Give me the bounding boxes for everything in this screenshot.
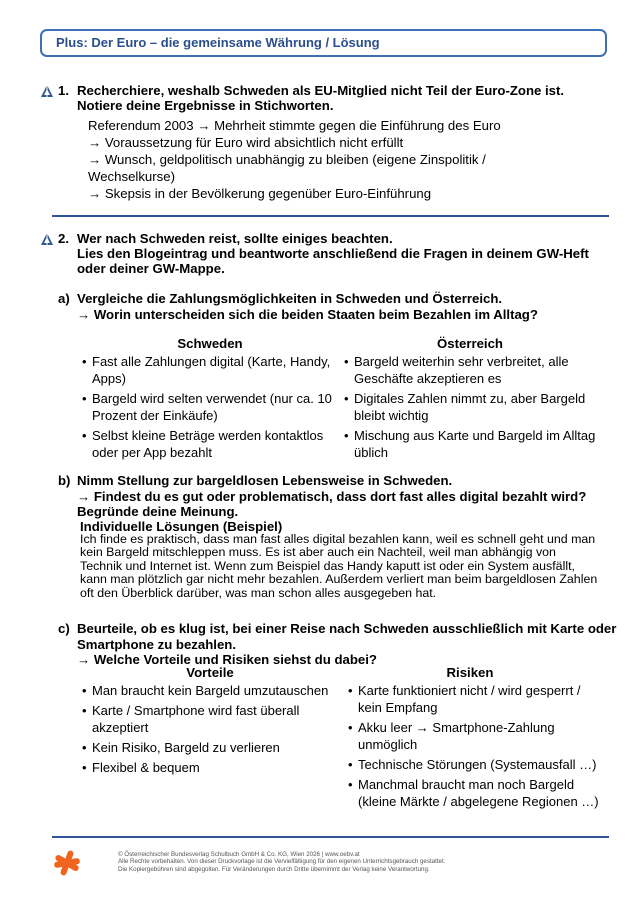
list-item: • Karte funktioniert nicht / wird gesperrt / kein Empfang bbox=[348, 682, 606, 716]
oebv-logo bbox=[52, 848, 82, 878]
column-heading-risiken: Risiken bbox=[446, 665, 494, 680]
list-oesterreich bbox=[344, 353, 606, 464]
list-risiken bbox=[348, 682, 606, 813]
level-triangle-icon bbox=[40, 84, 54, 98]
list-item: • Akku leer → Smartphone-Zahlung unmöglich bbox=[348, 719, 606, 753]
column-heading-vorteile: Vorteile bbox=[186, 665, 234, 680]
task-1-prompt: Recherchiere, weshalb Schweden als EU-Mitglied nicht Teil der Euro-Zone ist. Notiere deine Ergebnisse in Stichworten. bbox=[77, 83, 565, 113]
subtask-a-prompt: Vergleiche die Zahlungsmöglichkeiten in Schweden und Österreich. → Worin unterscheiden sich die beiden Staaten beim Bezahlen im Alltag? bbox=[77, 291, 538, 322]
level-triangle-icon bbox=[40, 232, 54, 246]
subtask-a-label: a) bbox=[58, 291, 70, 306]
subtask-b-label: b) bbox=[58, 473, 71, 488]
answer-paragraph: Ich finde es praktisch, dass man fast alles digital bezahlen kann, weil es schnell geht und man kein Bargeld mitschleppen muss. Es ist aber auch ein Nachteil, weil man abhängig von Technik und Internet ist. Wenn zum Beispiel das Handy kaputt ist oder ein System ausfällt, kann man plötzlich gar nicht mehr bezahlen. Außerdem verliert man beim bargeldlosen Zahlen oft den Überblick darüber, was man schon alles ausgegeben hat. bbox=[80, 532, 598, 600]
list-item: • Kein Risiko, Bargeld zu verlieren bbox=[82, 739, 337, 756]
subtask-c-prompt: Beurteile, ob es klug ist, bei einer Reise nach Schweden ausschließlich mit Karte oder Smartphone zu bezahlen. → Welche Vorteile und Risiken siehst du dabei? bbox=[77, 621, 617, 667]
worksheet-title: Plus: Der Euro – die gemeinsame Währung / Lösung bbox=[40, 29, 607, 57]
list-item: • Manchmal braucht man noch Bargeld (kleine Märkte / abgelegene Regionen …) bbox=[348, 776, 606, 810]
subtask-b-prompt: Nimm Stellung zur bargeldlosen Lebensweise in Schweden. → Findest du es gut oder problematisch, dass dort fast alles digital bezahlt wird? Begründe deine Meinung. bbox=[77, 473, 587, 519]
task-2-number: 2. bbox=[58, 231, 69, 246]
list-item: • Bargeld weiterhin sehr verbreitet, alle Geschäfte akzeptieren es bbox=[344, 353, 606, 387]
column-heading-oesterreich: Österreich bbox=[437, 336, 503, 351]
list-item: • Bargeld wird selten verwendet (nur ca. 10 Prozent der Einkäufe) bbox=[82, 390, 342, 424]
copyright-notice: © Österreichischer Bundesverlag Schulbuch GmbH & Co. KG, Wien 2026 | www.oebv.at Alle Rechte vorbehalten. Von dieser Druckvorlage ist die Vervielfältigung für den eigenen Unterrichtsgebrauch gestattet. Die Kopiergebühren sind abgegolten. Für Veränderungen durch Dritte übernimmt der Verlag keine Verantwortung. bbox=[118, 851, 446, 873]
subtask-c-label: c) bbox=[58, 621, 70, 636]
list-item: • Selbst kleine Beträge werden kontaktlos oder per App bezahlt bbox=[82, 427, 342, 461]
list-item: • Fast alle Zahlungen digital (Karte, Handy, Apps) bbox=[82, 353, 342, 387]
task-1-number: 1. bbox=[58, 83, 69, 98]
list-item: • Digitales Zahlen nimmt zu, aber Bargeld bleibt wichtig bbox=[344, 390, 606, 424]
list-item: • Technische Störungen (Systemausfall …) bbox=[348, 756, 606, 773]
section-divider bbox=[52, 215, 609, 217]
answer-heading: Individuelle Lösungen (Beispiel) bbox=[80, 519, 283, 534]
list-vorteile bbox=[82, 682, 337, 779]
column-heading-schweden: Schweden bbox=[177, 336, 243, 351]
list-item: • Man braucht kein Bargeld umzutauschen bbox=[82, 682, 337, 699]
list-item: • Karte / Smartphone wird fast überall akzeptiert bbox=[82, 702, 337, 736]
task-1-answer: Referendum 2003 → Mehrheit stimmte gegen die Einführung des Euro → Voraussetzung für Euro wird absichtlich nicht erfüllt → Wunsch, geldpolitisch unabhängig zu bleiben (eigene Zinspolitik / Wechselkurse) → Skepsis in der Bevölkerung gegenüber Euro-Einführung bbox=[88, 118, 501, 201]
list-schweden bbox=[82, 353, 342, 464]
list-item: • Flexibel & bequem bbox=[82, 759, 337, 776]
footer-divider bbox=[52, 836, 609, 838]
task-2-prompt: Wer nach Schweden reist, sollte einiges beachten. Lies den Blogeintrag und beantworte anschließend die Fragen in deinem GW-Heft oder deiner GW-Mappe. bbox=[77, 231, 589, 276]
list-item: • Mischung aus Karte und Bargeld im Alltag üblich bbox=[344, 427, 606, 461]
